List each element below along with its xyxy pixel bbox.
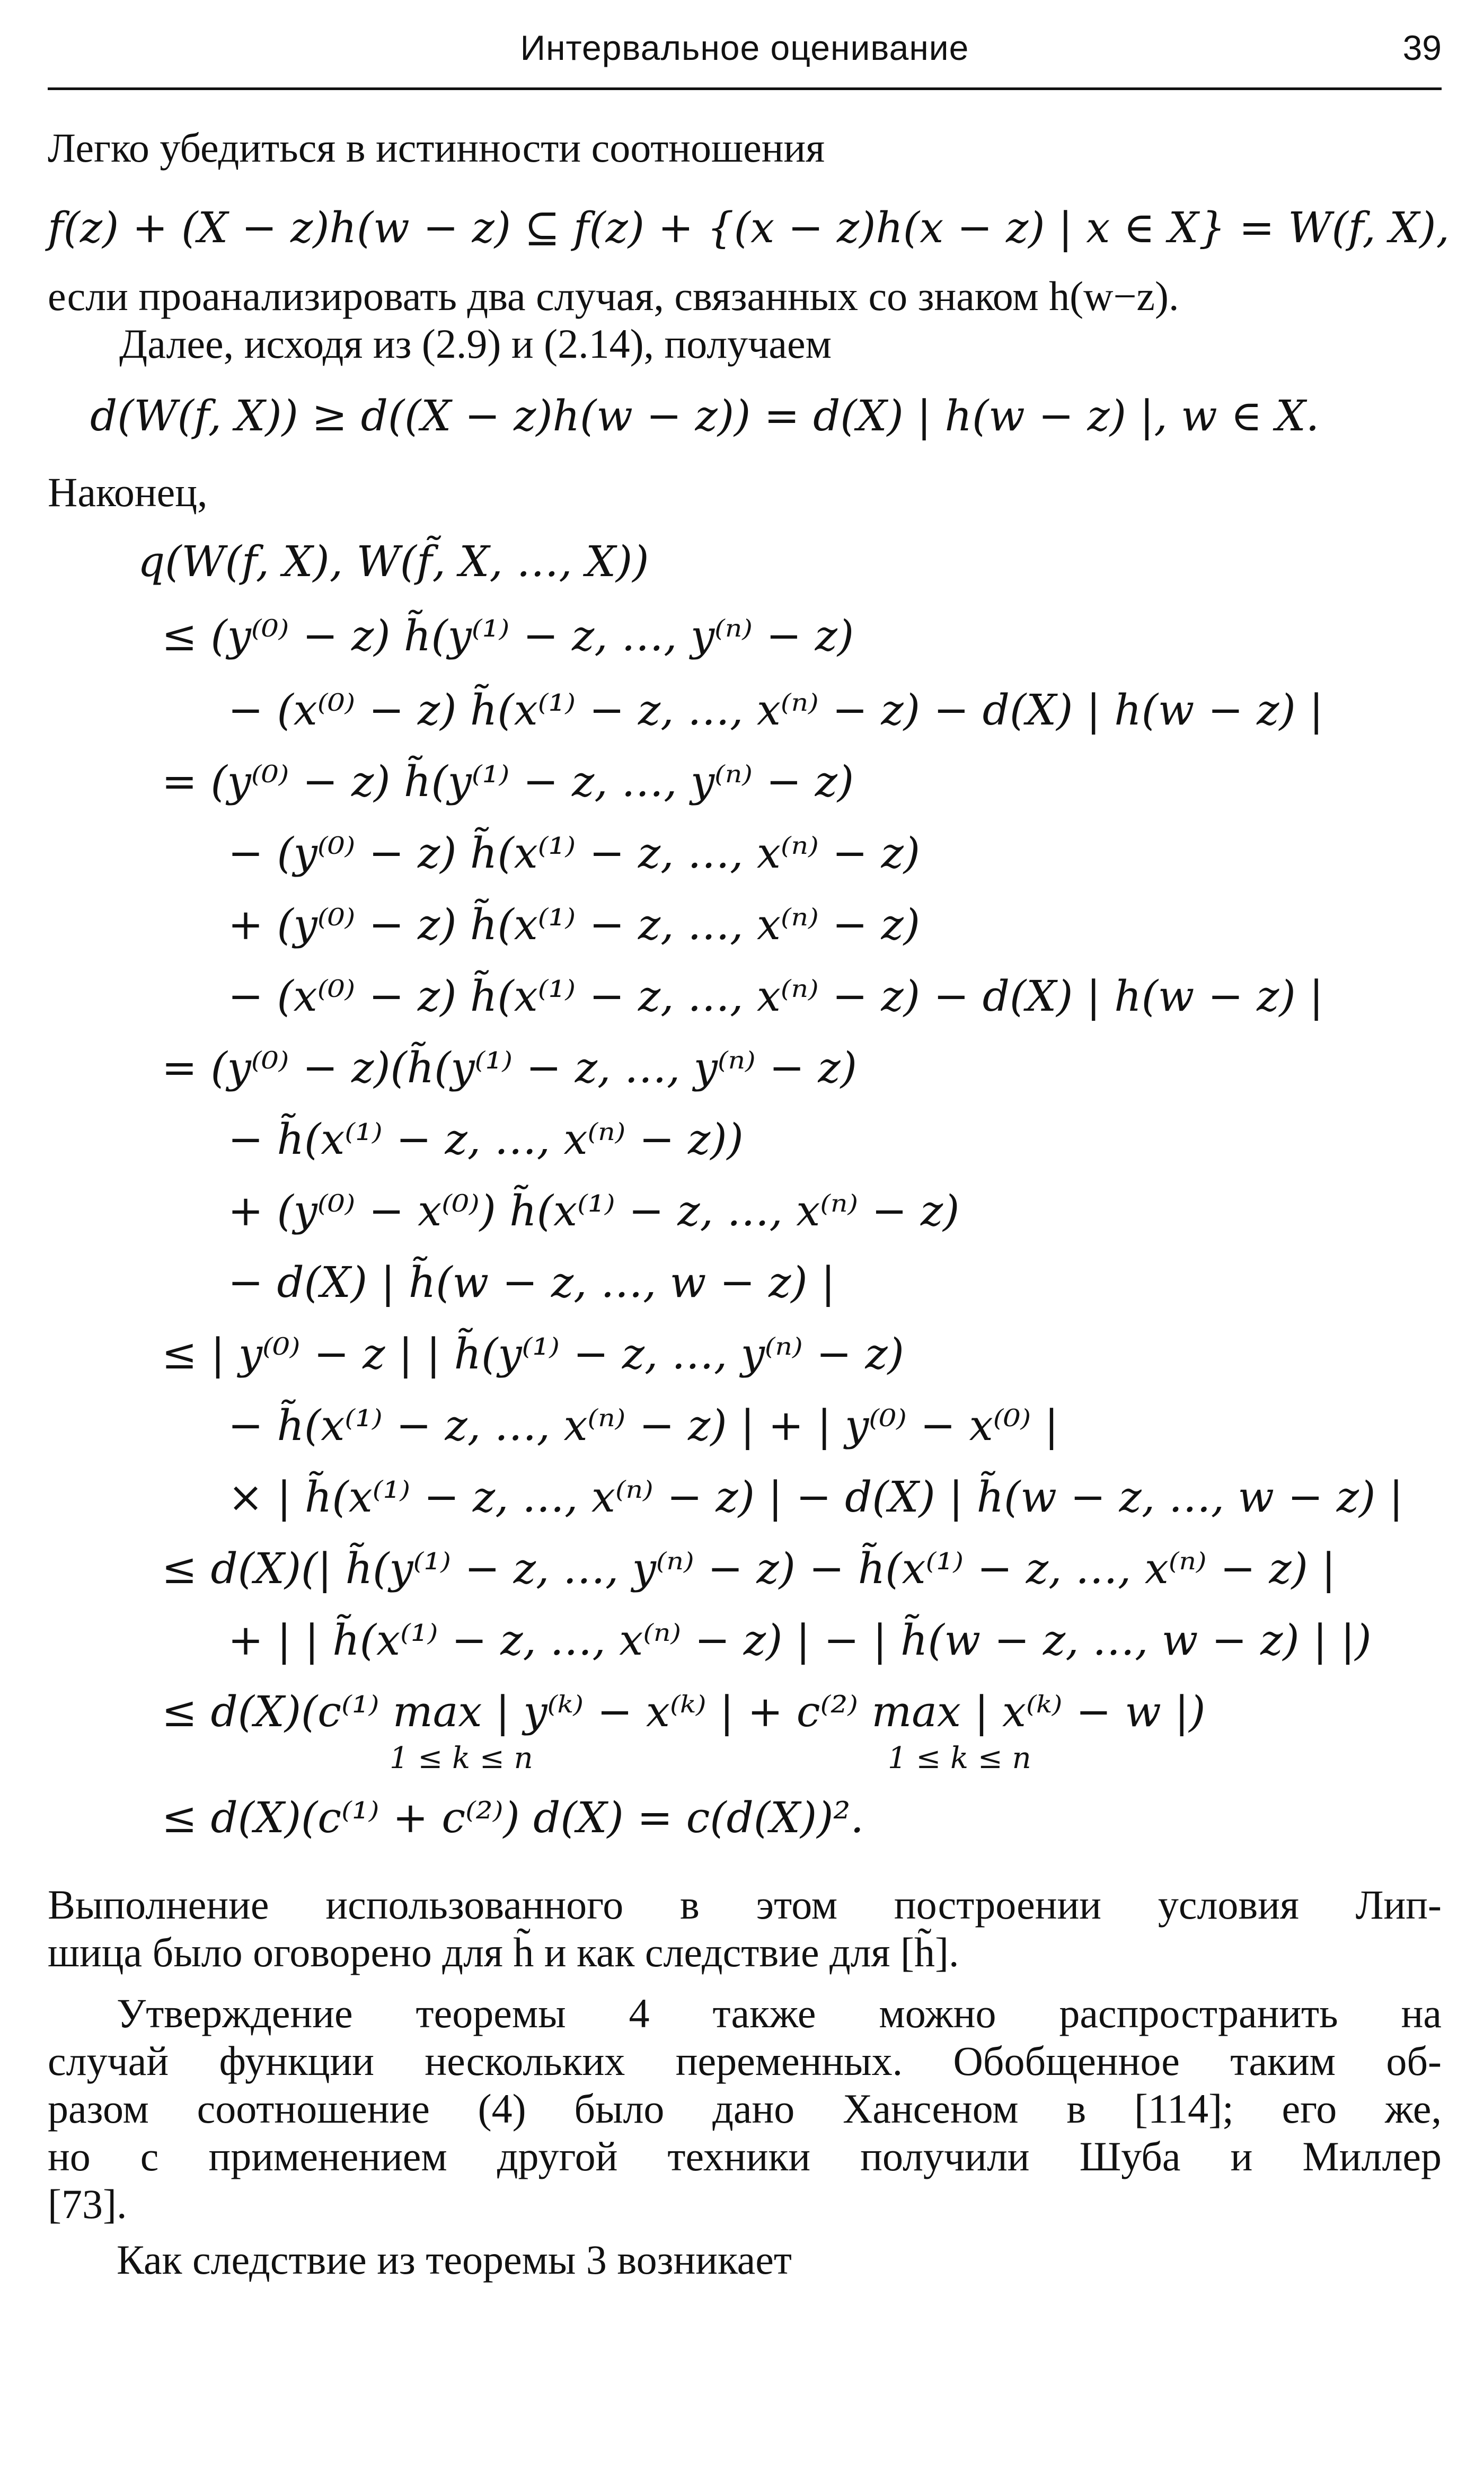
- derivation-line: − (y⁽⁰⁾ − z) h̃(x⁽¹⁾ − z, …, x⁽ⁿ⁾ − z): [228, 828, 920, 878]
- derivation-line: ≤ d(X)(| h̃(y⁽¹⁾ − z, …, y⁽ⁿ⁾ − z) − h̃(x⁽¹⁾ − z, …, x⁽ⁿ⁾ − z) |: [162, 1544, 1336, 1593]
- paragraph-theorem4-line: Утверждение теоремы 4 также можно распространить на: [117, 1990, 1442, 2036]
- equation-width-bound: d(W(f, X)) ≥ d((X − z)h(w − z)) = d(X) | h(w − z) |, w ∈ X.: [90, 391, 1320, 440]
- page-number: 39: [1402, 28, 1442, 67]
- paragraph-theorem4-line: разом соотношение (4) было дано Хансеном в [114]; его же,: [48, 2086, 1442, 2132]
- paragraph-theorem4-line: [73].: [48, 2181, 127, 2227]
- running-header: [48, 21, 1442, 90]
- max-index-range-1: 1 ≤ k ≤ n: [390, 1741, 533, 1776]
- paragraph-lipschitz-line: Выполнение использованного в этом построении условия Лип-: [48, 1882, 1442, 1928]
- derivation-line: − h̃(x⁽¹⁾ − z, …, x⁽ⁿ⁾ − z) | + | y⁽⁰⁾ − x⁽⁰⁾ |: [228, 1401, 1059, 1450]
- derivation-line: + (y⁽⁰⁾ − x⁽⁰⁾) h̃(x⁽¹⁾ − z, …, x⁽ⁿ⁾ − z): [228, 1186, 960, 1235]
- equation-inclusion: f(z) + (X − z)h(w − z) ⊆ f(z) + {(x − z)h(x − z) | x ∈ X} = W(f, X),: [48, 203, 1450, 252]
- derivation-line: − h̃(x⁽¹⁾ − z, …, x⁽ⁿ⁾ − z)): [228, 1115, 744, 1164]
- derivation-line: ≤ d(X)(c⁽¹⁾ + c⁽²⁾) d(X) = c(d(X))².: [162, 1793, 864, 1842]
- derivation-line: = (y⁽⁰⁾ − z)(h̃(y⁽¹⁾ − z, …, y⁽ⁿ⁾ − z): [162, 1043, 857, 1092]
- derivation-line: − (x⁽⁰⁾ − z) h̃(x⁽¹⁾ − z, …, x⁽ⁿ⁾ − z) − d(X) | h(w − z) |: [228, 971, 1324, 1021]
- derivation-line: − d(X) | h̃(w − z, …, w − z) |: [228, 1258, 835, 1307]
- paragraph-next: Далее, исходя из (2.9) и (2.14), получаем: [119, 321, 832, 367]
- paragraph-intro: Легко убедиться в истинности соотношения: [48, 125, 825, 171]
- derivation-line: = (y⁽⁰⁾ − z) h̃(y⁽¹⁾ − z, …, y⁽ⁿ⁾ − z): [162, 757, 854, 806]
- derivation-line: ≤ (y⁽⁰⁾ − z) h̃(y⁽¹⁾ − z, …, y⁽ⁿ⁾ − z): [162, 611, 854, 660]
- paragraph-lipschitz-line: шица было оговорено для h̃ и как следствие для [h̃].: [48, 1929, 959, 1975]
- derivation-line: − (x⁽⁰⁾ − z) h̃(x⁽¹⁾ − z, …, x⁽ⁿ⁾ − z) − d(X) | h(w − z) |: [228, 685, 1324, 735]
- derivation-line: + | | h̃(x⁽¹⁾ − z, …, x⁽ⁿ⁾ − z) | − | h̃(w − z, …, w − z) | |): [228, 1615, 1372, 1665]
- derivation-line: q(W(f, X), W(f̃, X, …, X)): [138, 537, 649, 586]
- derivation-line: + (y⁽⁰⁾ − z) h̃(x⁽¹⁾ − z, …, x⁽ⁿ⁾ − z): [228, 900, 920, 949]
- derivation-line: ≤ d(X)(c⁽¹⁾ max | y⁽ᵏ⁾ − x⁽ᵏ⁾ | + c⁽²⁾ max | x⁽ᵏ⁾ − w |): [162, 1687, 1206, 1736]
- paragraph-theorem4-line: но с применением другой техники получили Шуба и Миллер: [48, 2133, 1442, 2179]
- paragraph-finally: Наконец,: [48, 469, 208, 515]
- max-index-range-2: 1 ≤ k ≤ n: [888, 1741, 1031, 1776]
- paragraph-theorem4-line: случай функции нескольких переменных. Обобщенное таким об-: [48, 2038, 1442, 2084]
- derivation-line: × | h̃(x⁽¹⁾ − z, …, x⁽ⁿ⁾ − z) | − d(X) | h̃(w − z, …, w − z) |: [228, 1472, 1403, 1522]
- paragraph-sign-cases: если проанализировать два случая, связанных со знаком h(w−z).: [48, 273, 1179, 319]
- paragraph-corollary: Как следствие из теоремы 3 возникает: [117, 2237, 792, 2283]
- running-title: Интервальное оценивание: [520, 28, 969, 67]
- derivation-line: ≤ | y⁽⁰⁾ − z | | h̃(y⁽¹⁾ − z, …, y⁽ⁿ⁾ − z): [162, 1329, 904, 1379]
